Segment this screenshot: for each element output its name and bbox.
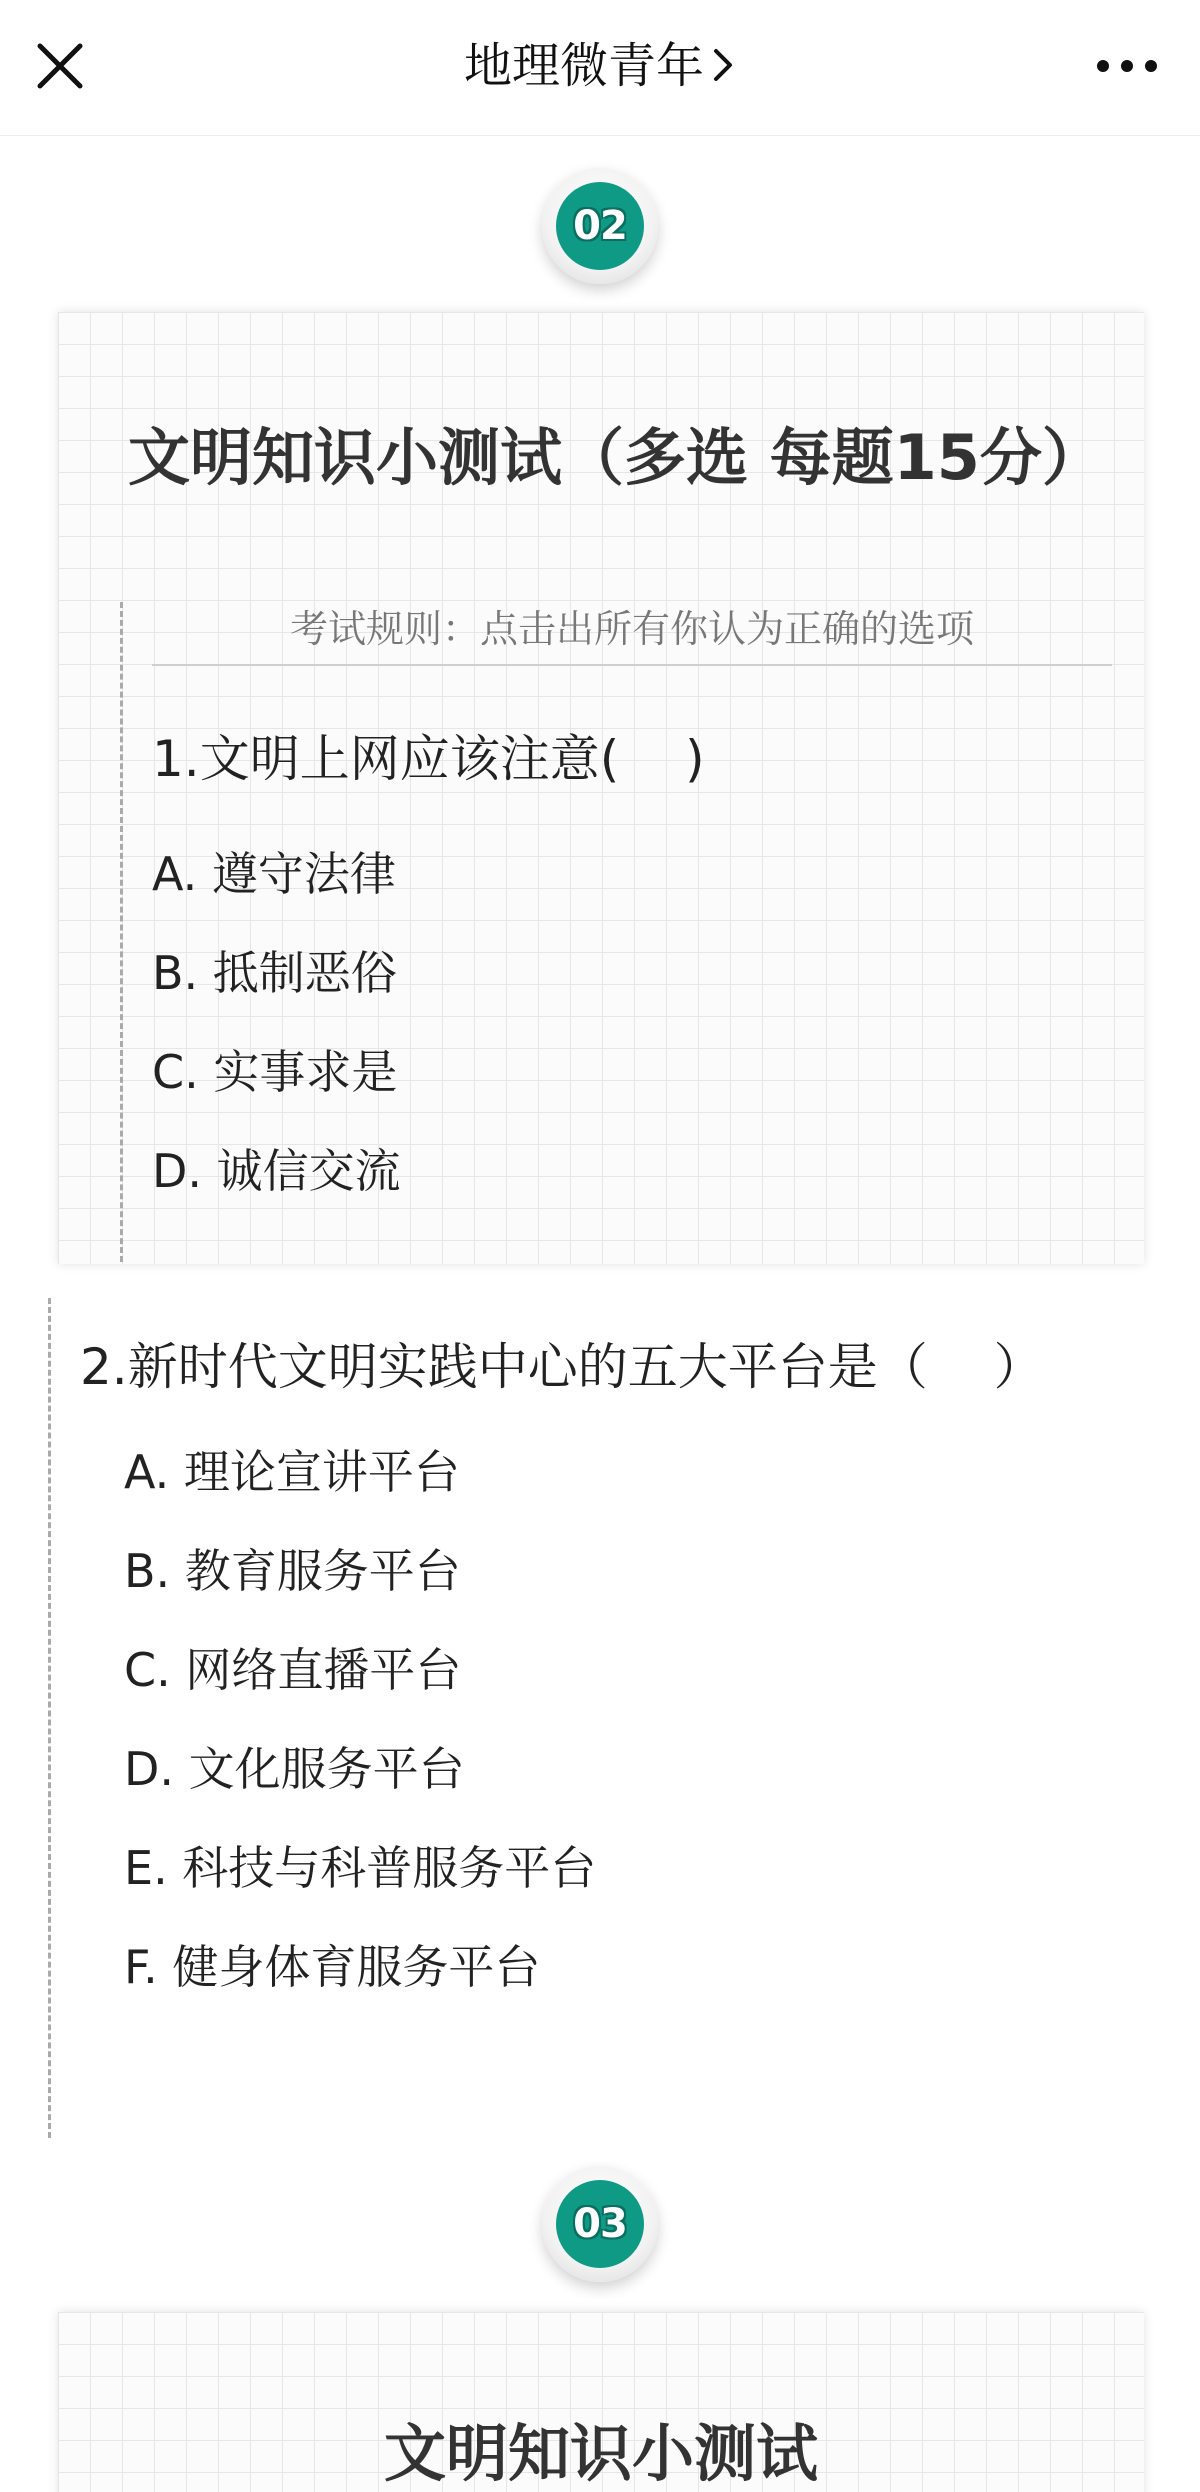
quiz-title: 文明知识小测试（多选 每题15分） (128, 421, 1104, 494)
option-d[interactable]: D. 文化服务平台 (124, 1742, 465, 1796)
option-b[interactable]: B. 教育服务平台 (124, 1544, 461, 1598)
chevron-right-icon (710, 39, 736, 99)
badge-number: 03 (573, 2201, 627, 2247)
option-f[interactable]: F. 健身体育服务平台 (124, 1940, 541, 1994)
option-b[interactable]: B. 抵制恶俗 (152, 946, 397, 1000)
badge-circle (556, 2180, 644, 2268)
section-badge-03 (542, 2166, 658, 2282)
option-c[interactable]: C. 网络直播平台 (124, 1643, 462, 1697)
quiz-title: 文明知识小测试 (383, 2417, 818, 2490)
option-e[interactable]: E. 科技与科普服务平台 (124, 1841, 597, 1895)
option-a[interactable]: A. 遵守法律 (152, 847, 396, 901)
option-a[interactable]: A. 理论宣讲平台 (124, 1445, 460, 1499)
more-dots-icon[interactable] (1094, 52, 1160, 80)
quiz-rules: 考试规则：点击出所有你认为正确的选项 (289, 607, 974, 651)
rules-underline (152, 664, 1112, 666)
dashed-divider (48, 1298, 51, 2138)
option-d[interactable]: D. 诚信交流 (152, 1144, 401, 1198)
badge-circle (556, 182, 644, 270)
question-1: 1.文明上网应该注意( ) (152, 730, 705, 788)
nav-bar (0, 0, 1200, 136)
account-title: 地理微青年 (463, 38, 704, 94)
account-title-link[interactable] (0, 36, 1200, 99)
question-2: 2.新时代文明实践中心的五大平台是（ ） (80, 1338, 1044, 1396)
option-c[interactable]: C. 实事求是 (152, 1045, 398, 1099)
dashed-divider (120, 602, 123, 1262)
badge-number: 02 (573, 203, 627, 249)
quiz-card-3 (58, 2312, 1144, 2492)
section-badge-02 (542, 168, 658, 284)
quiz-card-1 (58, 312, 1144, 1264)
